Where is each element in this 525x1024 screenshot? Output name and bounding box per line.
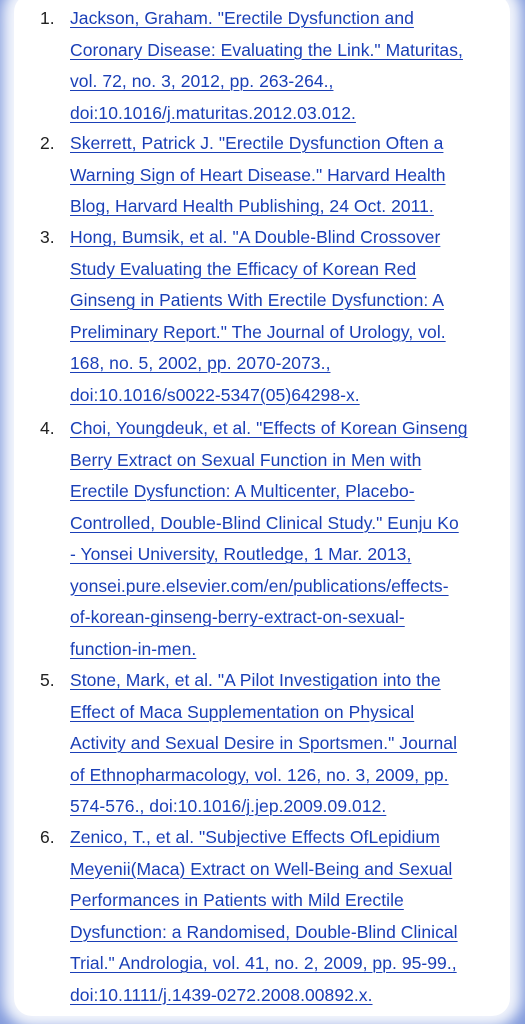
reference-line: Hong, Bumsik, et al. "A Double-Blind Crossover xyxy=(70,227,441,247)
references-card xyxy=(14,0,510,1016)
reference-line: Meyenii(Maca) Extract on Well-Being and Sexual xyxy=(70,858,453,879)
reference-number: 4. xyxy=(40,418,55,438)
reference-line: doi:10.1111/j.1439-0272.2008.00892.x. xyxy=(70,984,373,1005)
reference-line: of Ethnopharmacology, vol. 126, no. 3, 2009, pp. xyxy=(70,764,449,785)
reference-line: Erectile Dysfunction: A Multicenter, Placebo- xyxy=(70,481,415,501)
reference-line: Blog, Harvard Health Publishing, 24 Oct. 2011. xyxy=(70,196,434,216)
reference-line: 574-576., doi:10.1016/j.jep.2009.09.012. xyxy=(70,796,387,816)
reference-link[interactable] xyxy=(70,665,502,823)
reference-line: 168, no. 5, 2002, pp. 2070-2073., xyxy=(70,353,331,373)
reference-line: Dysfunction: a Randomised, Double-Blind Clinical xyxy=(70,921,458,942)
reference-line: Berry Extract on Sexual Function in Men with xyxy=(70,449,422,470)
reference-line: Performances in Patients with Mild Erectile xyxy=(70,890,404,910)
reference-link[interactable] xyxy=(70,3,502,129)
reference-number: 6. xyxy=(40,827,55,847)
reference-line: doi:10.1016/j.maturitas.2012.03.012. xyxy=(70,102,356,123)
reference-line: Warning Sign of Heart Disease." Harvard Health xyxy=(70,164,446,185)
reference-line: Jackson, Graham. "Erectile Dysfunction and xyxy=(70,8,414,28)
reference-line: - Yonsei University, Routledge, 1 Mar. 2013, xyxy=(70,544,412,564)
reference-item xyxy=(14,413,510,665)
reference-link[interactable] xyxy=(70,222,502,411)
reference-line: Coronary Disease: Evaluating the Link." Maturitas, xyxy=(70,39,463,60)
reference-line: Effect of Maca Supplementation on Physical xyxy=(70,701,415,722)
reference-line: Preliminary Report." The Journal of Urology, vol. xyxy=(70,321,446,342)
reference-item xyxy=(14,3,510,129)
reference-item xyxy=(14,822,510,1011)
reference-line: yonsei.pure.elsevier.com/en/publications/effects- xyxy=(70,575,449,596)
reference-line: Zenico, T., et al. "Subjective Effects OfLepidium xyxy=(70,827,440,847)
reference-line: Controlled, Double-Blind Clinical Study." Eunju Ko xyxy=(70,512,459,533)
reference-item xyxy=(14,128,510,223)
reference-line: Activity and Sexual Desire in Sportsmen." Journal xyxy=(70,733,458,753)
reference-line: Stone, Mark, et al. "A Pilot Investigation into the xyxy=(70,670,441,690)
reference-line: doi:10.1016/s0022-5347(05)64298-x. xyxy=(70,384,360,405)
reference-item xyxy=(14,222,510,411)
reference-number: 2. xyxy=(40,133,55,153)
reference-number: 1. xyxy=(40,8,55,28)
reference-line: vol. 72, no. 3, 2012, pp. 263-264., xyxy=(70,71,334,91)
reference-line: function-in-men. xyxy=(70,638,197,659)
reference-item xyxy=(14,665,510,823)
reference-link[interactable] xyxy=(70,128,502,223)
reference-line: Trial." Andrologia, vol. 41, no. 2, 2009, pp. 95-99., xyxy=(70,953,457,973)
reference-line: Choi, Youngdeuk, et al. "Effects of Korean Ginseng xyxy=(70,418,468,438)
reference-number: 3. xyxy=(40,227,55,247)
reference-number: 5. xyxy=(40,670,55,690)
reference-line: Ginseng in Patients With Erectile Dysfunction: A xyxy=(70,290,444,310)
reference-line: Skerrett, Patrick J. "Erectile Dysfunction Often a xyxy=(70,133,444,153)
reference-link[interactable] xyxy=(70,822,502,1011)
reference-link[interactable] xyxy=(70,413,502,665)
reference-line: of-korean-ginseng-berry-extract-on-sexual- xyxy=(70,607,405,627)
reference-line: Study Evaluating the Efficacy of Korean Red xyxy=(70,258,417,279)
